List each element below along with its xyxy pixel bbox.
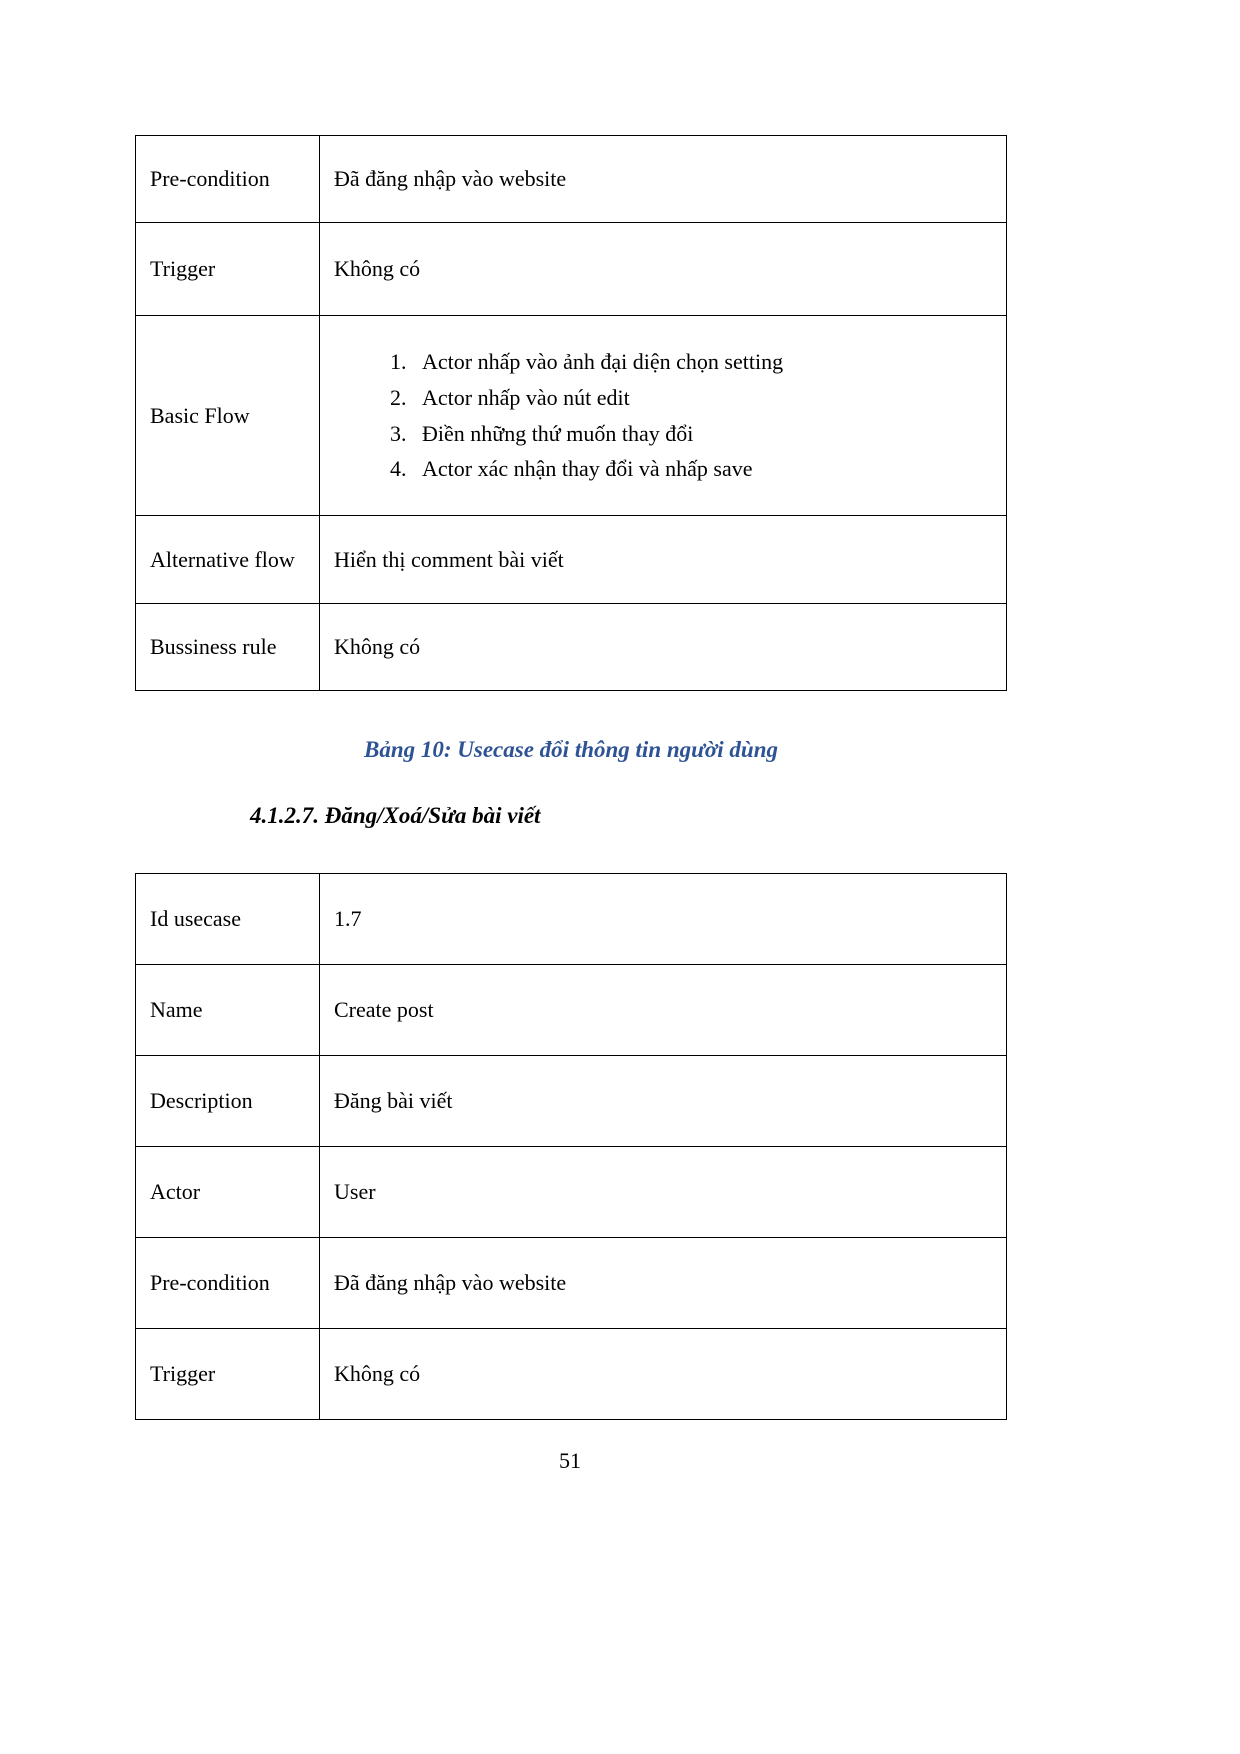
table-row xyxy=(136,136,1007,223)
row-label-cell: Trigger xyxy=(136,1329,320,1420)
flow-step: 3. Điền những thứ muốn thay đổi xyxy=(412,416,992,452)
table-row xyxy=(136,604,1007,691)
row-value-cell: Không có xyxy=(320,604,1007,691)
table-row xyxy=(136,316,1007,516)
row-value-cell: Không có xyxy=(320,223,1007,316)
row-value-cell: Đã đăng nhập vào website xyxy=(320,1238,1007,1329)
page-number: 51 xyxy=(559,1448,581,1473)
table-row xyxy=(136,1147,1007,1238)
table-row xyxy=(136,1056,1007,1147)
section-heading: 4.1.2.7. Đăng/Xoá/Sửa bài viết xyxy=(250,803,541,828)
row-label-cell: Basic Flow xyxy=(136,316,320,516)
row-label-cell: Id usecase xyxy=(136,874,320,965)
row-label-cell: Bussiness rule xyxy=(136,604,320,691)
row-value-cell: Đã đăng nhập vào website xyxy=(320,136,1007,223)
table-row xyxy=(136,516,1007,604)
row-label-cell: Pre-condition xyxy=(136,1238,320,1329)
row-value-cell: 1.7 xyxy=(320,874,1007,965)
usecase-table-continued xyxy=(135,135,1007,691)
row-value-cell: Không có xyxy=(320,1329,1007,1420)
usecase-table-1 xyxy=(135,135,1007,691)
row-value-cell: User xyxy=(320,1147,1007,1238)
usecase-table-create-post xyxy=(135,873,1007,1420)
document-page-content xyxy=(135,0,1007,1420)
basic-flow-steps xyxy=(334,344,992,487)
table-row xyxy=(136,874,1007,965)
table-caption: Bảng 10: Usecase đổi thông tin người dùng xyxy=(364,737,778,762)
row-label-cell: Description xyxy=(136,1056,320,1147)
row-value-cell: Hiển thị comment bài viết xyxy=(320,516,1007,604)
usecase-table-2 xyxy=(135,873,1007,1420)
table-row xyxy=(136,1238,1007,1329)
row-label-cell: Name xyxy=(136,965,320,1056)
row-label-cell: Trigger xyxy=(136,223,320,316)
row-value-cell: Đăng bài viết xyxy=(320,1056,1007,1147)
row-label-cell: Alternative flow xyxy=(136,516,320,604)
table-row xyxy=(136,1329,1007,1420)
table-row xyxy=(136,223,1007,316)
flow-step: 4. Actor xác nhận thay đổi và nhấp save xyxy=(412,451,992,487)
row-label-cell: Actor xyxy=(136,1147,320,1238)
row-value-cell: Create post xyxy=(320,965,1007,1056)
table-row xyxy=(136,965,1007,1056)
flow-step: 2. Actor nhấp vào nút edit xyxy=(412,380,992,416)
row-value-cell xyxy=(320,316,1007,516)
row-label-cell: Pre-condition xyxy=(136,136,320,223)
flow-step: 1. Actor nhấp vào ảnh đại diện chọn setting xyxy=(412,344,992,380)
